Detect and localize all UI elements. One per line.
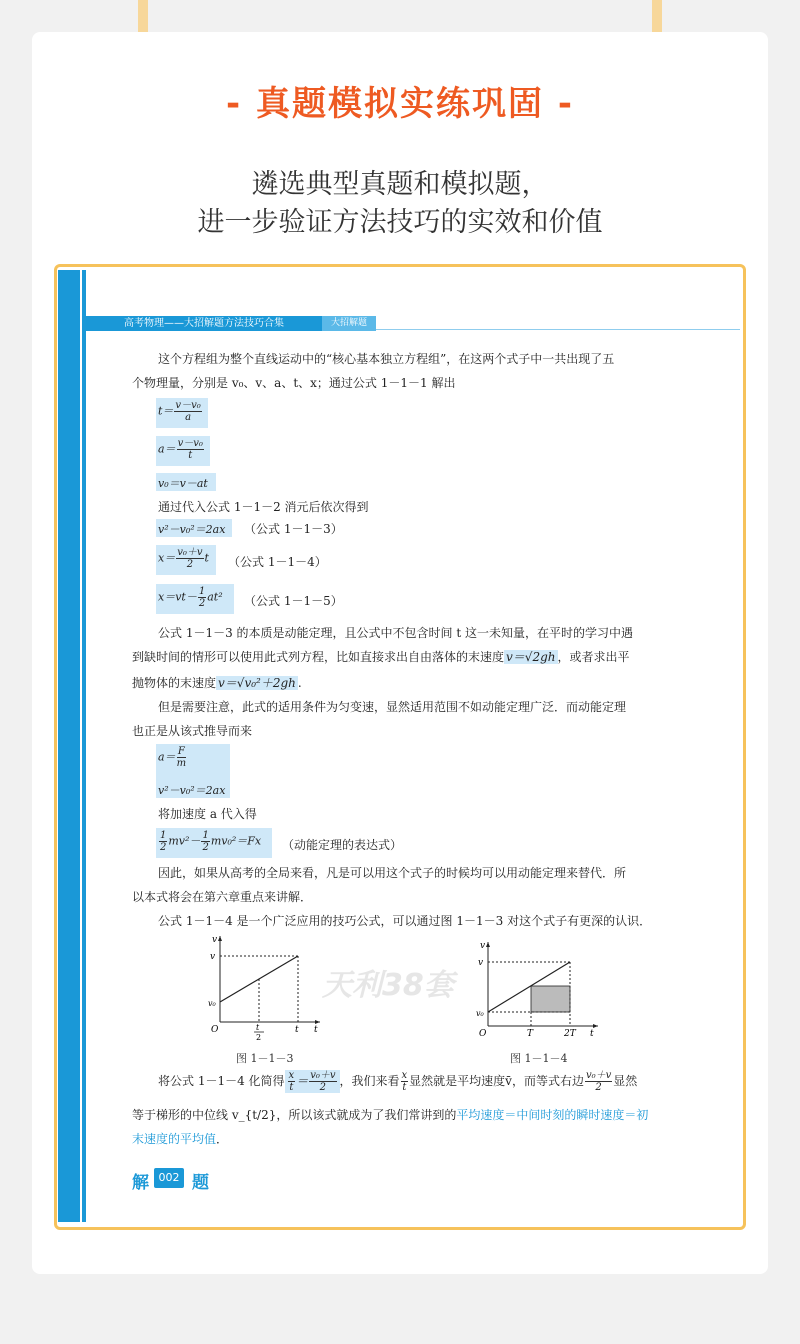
text-line: 个物理量，分别是 v₀、v、a、t、x；通过公式 1－1－1 解出 [132,376,456,390]
inline-equation: v＝√v₀²＋2gh [218,676,296,690]
section-headline: - 真题模拟实练巩固 - [226,84,574,124]
equation-t: t＝ $\frac{\text{v－v₀}}{a}$ [158,400,201,423]
figure-caption: 图 1－1－4 [510,1052,568,1065]
tick-label: 2 [256,1033,262,1040]
origin-label: O [479,1029,487,1039]
equation-v2: v²－v₀²＝2ax [158,784,226,797]
formula-label: （公式 1－1－4） [228,555,327,569]
running-head-rule [376,329,740,330]
text-line: 以本式将会在第六章重点来讲解． [132,890,313,904]
text-line: 将公式 1－1－4 化简得 $\frac{x}{t}$ ＝ $\frac{\text{v₀＋v}}{2}$ ，我们来看 $\frac{x}{t}$ 显然就是平均速度v̄，而等式右边 $\frac{\text{v₀＋v}}{2}$ 显然 [158,1070,638,1093]
text-line: 因此，如果从高考的全局来看，凡是可以用这个式子的时候均可以用动能定理来替代．所 [158,866,627,880]
page-number: 002 [154,1168,184,1188]
page-footer-left: 解 [132,1173,149,1193]
origin-label: O [211,1025,219,1035]
text-line: 到缺时间的情形可以使用此式列方程，比如直接求出自由落体的末速度 v＝√2gh ，或者求出平 [132,650,630,664]
equation-a: a＝ $\frac{\text{v－v₀}}{t}$ [158,438,203,461]
text-line: 公式 1－1－4 是一个广泛应用的技巧公式，可以通过图 1－1－3 对这个式子有更深的认识． [158,914,652,928]
tick-label: v₀ [476,1009,484,1018]
text-line: 通过代入公式 1－1－2 消元后依次得到 [158,500,369,514]
figure-1-1-3 [200,930,330,1040]
book-spine [58,270,86,1222]
inline-equation: $\frac{x}{t}$ ＝ $\frac{\text{v₀＋v}}{2}$ [285,1070,340,1093]
formula-label: （公式 1－1－3） [244,522,343,536]
text-line: 等于梯形的中位线 v_{t/2}，所以该式就成为了我们常讲到的平均速度＝中间时刻的瞬时速度＝初 [132,1108,649,1122]
inline-equation: v＝√2gh [506,650,556,664]
text-line: 也正是从该式推导而来 [132,724,253,738]
tick-label: 2T [564,1029,576,1039]
equation-a-f-m: a＝ $\frac{F}{m}$ [158,746,187,769]
axis-label: t [590,1029,594,1039]
text-line: 但是需要注意，此式的适用条件为匀变速，显然适用范围不如动能定理广泛．而动能定理 [158,700,627,714]
axis-label: v [212,935,218,945]
text-line: 将加速度 a 代入得 [158,807,257,821]
text-line: 这个方程组为整个直线运动中的“核心基本独立方程组”，在这两个式子中一共出现了五 [158,352,615,366]
formula-label: （动能定理的表达式） [282,838,403,852]
figure-1-1-4 [474,936,604,1040]
subtitle-line-2: 进一步验证方法技巧的实效和价值 [197,207,603,238]
tick-label: v [210,952,216,962]
tick-label: v [478,958,484,968]
equation-1-1-5: x＝vt－ $\frac{1}{2}$ at² [158,586,223,609]
text-line: 末速度的平均值． [132,1132,229,1146]
axis-label: t [314,1025,318,1035]
running-head: 高考物理——大招解题方法技巧合集 [86,316,322,331]
page-footer-right: 题 [192,1173,209,1193]
text-line: 抛物体的末速度 v＝√v₀²＋2gh . [132,676,302,690]
formula-label: （公式 1－1－5） [244,594,343,608]
figure-caption: 图 1－1－3 [236,1052,294,1065]
equation-v0: v₀＝v－at [158,477,208,490]
subtitle-line-1: 遴选典型真题和模拟题， [251,169,549,200]
tick-label: t [295,1025,299,1035]
axis-label: v [480,941,486,951]
left-strap [138,0,148,32]
watermark: 天利38套 [322,968,454,1003]
tick-label: T [527,1029,534,1039]
tick-label: t [256,1023,260,1032]
equation-kinetic-energy: $\frac{1}{2}$ mv²－ $\frac{1}{2}$ mv₀²＝Fx [160,830,262,853]
equation-1-1-3: v²－v₀²＝2ax [158,523,226,536]
running-tab: 大招解题 [322,316,376,331]
right-strap [652,0,662,32]
tick-label: v₀ [208,999,216,1008]
equation-1-1-4: x＝ $\frac{\text{v₀＋v}}{2}$ t [158,547,209,570]
text-line: 公式 1－1－3 的本质是动能定理，且公式中不包含时间 t 这一未知量，在平时的学习中遇 [158,626,633,640]
